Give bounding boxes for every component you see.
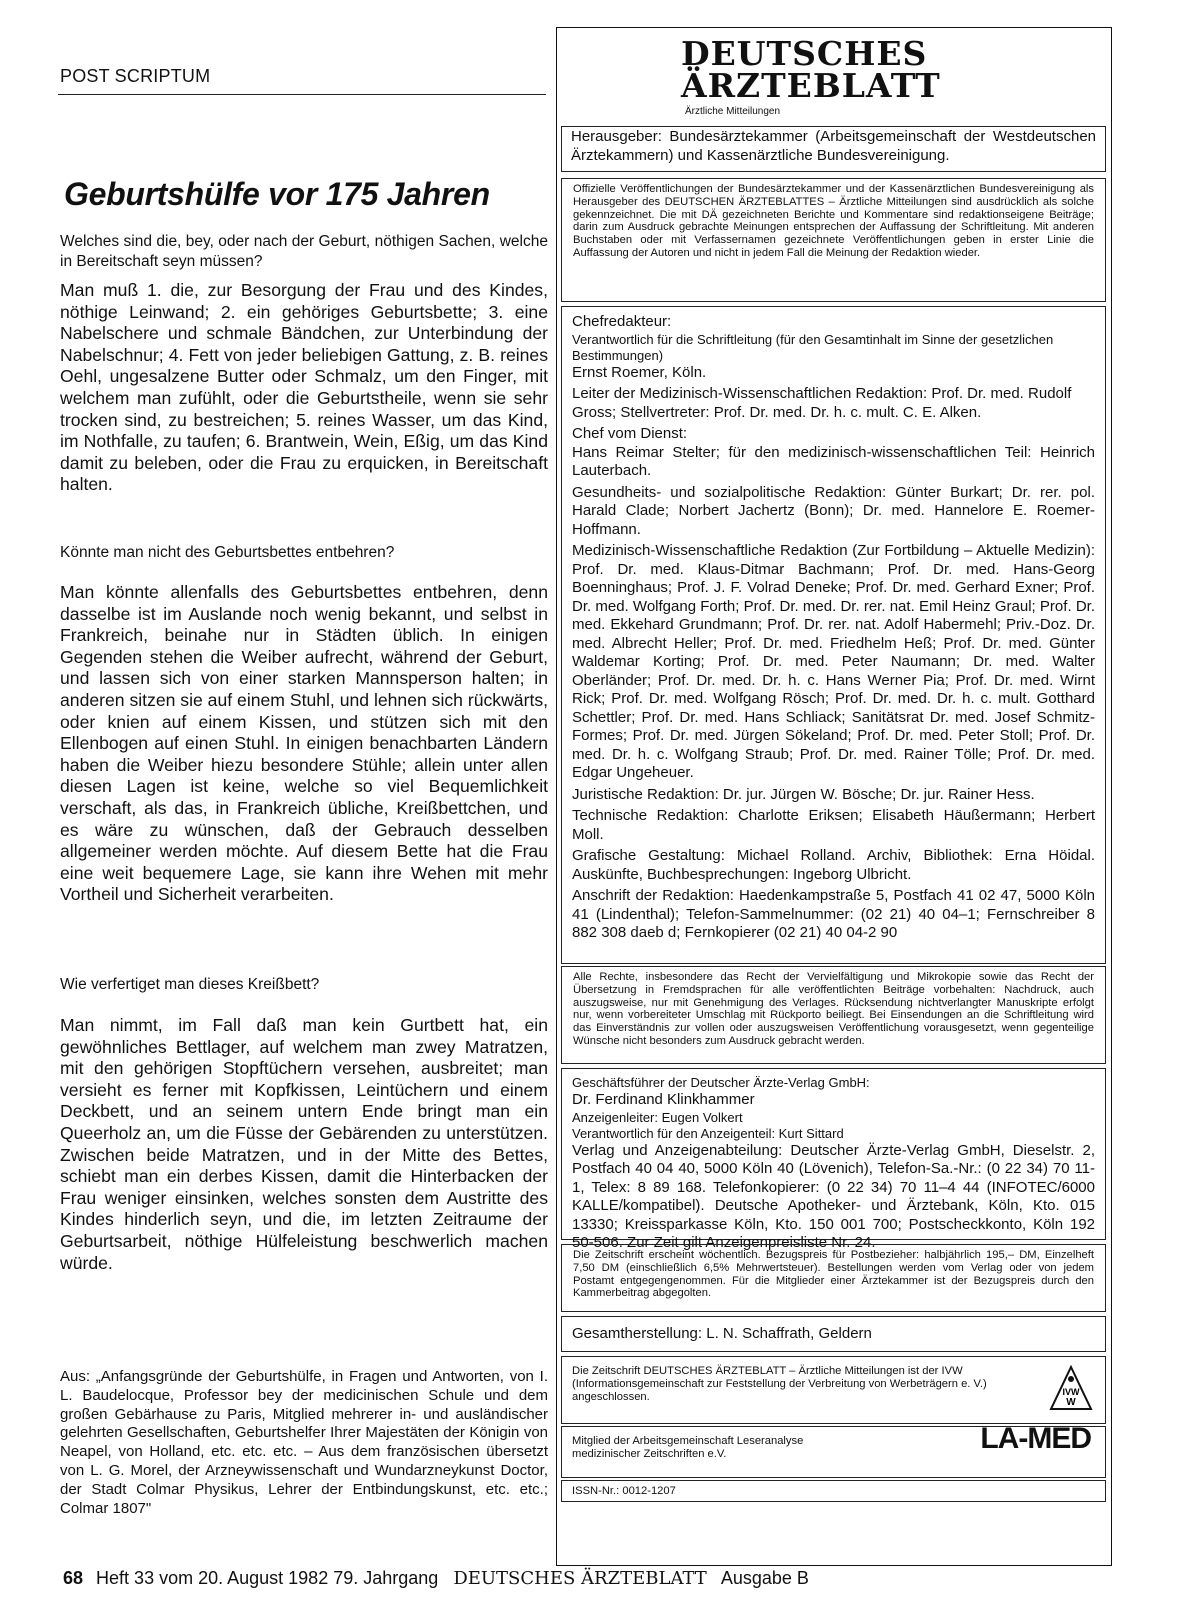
- answer-3: Man nimmt, im Fall daß man kein Gurtbett hat, ein gewöhnliches Bettlager, auf welchem man zwey Matratzen, mit den gehörigen Stopftüchern versehen, ausbreitet; man versieht es ferner mit Kopfkissen, Leintüchern und einem Deckbett, und an seinem untern Ende bringt man ein Queerholz an, um die Füsse der Gebärenden zu unterstützen. Zwischen beide Matratzen, und in der Mitte des Bettes, schiebt man ein derbes Kissen, damit die Hinterbacken der Frau weniger einsinken, welches sonsten dem Austritte des Kindes hinderlich seyn, und die, im letzten Zeitraume der Geburtsarbeit, nöthige Hülfeleistung beschwerlich machen würde.: [60, 1015, 548, 1273]
- legal-editors: Juristische Redaktion: Dr. jur. Jürgen W. Bösche; Dr. jur. Rainer Hess.: [572, 785, 1035, 803]
- section-label: POST SCRIPTUM: [60, 66, 211, 86]
- logo-line-2: ÄRZTEBLATT: [681, 66, 941, 105]
- publisher-section: [561, 126, 1106, 172]
- subscription-section: [561, 1244, 1106, 1312]
- chief-editor-note: Verantwortlich für die Schriftleitung (für den Gesamtinhalt im Sinne der gesetzlichen Bestimmungen): [572, 331, 1054, 363]
- editorial-staff-section: [561, 306, 1106, 964]
- svg-text:W: W: [1066, 1397, 1076, 1408]
- journal-logo: [557, 28, 1110, 128]
- lamed-membership-text: Mitglied der Arbeitsgemeinschaft Leseranalyse medizinischer Zeitschriften e.V.: [572, 1435, 804, 1460]
- technical-editors: Technische Redaktion: Charlotte Eriksen; Elisabeth Häußermann; Herbert Moll.: [572, 807, 1095, 843]
- duty-chief-text: Hans Reimar Stelter; für den medizinisch-wissenschaftlichen Teil: Heinrich Lauterbach.: [572, 443, 1095, 479]
- section-divider: [58, 94, 546, 95]
- printer-section: [561, 1316, 1106, 1352]
- official-notice-text: Offizielle Veröffentlichungen der Bundesärztekammer und der Kassenärztlichen Bundesvereinigung als Herausgeber des DEUTSCHEN ÄRZTEBLATTES – Ärztliche Mitteilungen sind ausdrücklich als solche gekennzeichnet. Die mit DÄ gezeichneten Berichte und Kommentare sind redaktionseigene Beiträge; darin zum Ausdruck gebrachte Meinungen entsprechen der Auffassung der Schriftleitung. Mit anderen Buchstaben oder mit Verfassernamen gezeichnete Veröffentlichungen geben in erster Linie die Auffassung der Autoren und nicht in jedem Fall die Meinung der Redaktion wieder.: [573, 183, 1094, 259]
- question-3: Wie verfertiget man dieses Kreißbett?: [60, 976, 320, 993]
- lamed-logo-icon: LA-MED: [980, 1422, 1091, 1455]
- chief-editor-label: Chefredakteur:: [572, 313, 672, 330]
- health-policy-editors: Gesundheits- und sozialpolitische Redaktion: Günter Burkart; Dr. rer. pol. Harald Clade; Norbert Jachertz (Bonn); Dr. med. Hannelore E. Roemer-Hoffmann.: [572, 483, 1095, 538]
- ivw-section: [561, 1356, 1106, 1424]
- medical-scientific-editors: Medizinisch-Wissenschaftliche Redaktion (Zur Fortbildung – Aktuelle Medizin): Prof. Dr. med. Klaus-Ditmar Bachmann; Prof. Dr. med. Hans-Georg Boenninghaus; Prof. J. F. Volrad Deneke; Prof. Dr. med. Gerhard Exner; Prof. Dr. med. Wolfgang Forth; Prof. Dr. med. Dr. rer. nat. Emil Heinz Graul; Prof. Dr. med. Ekkehard Grundmann; Prof. Dr. rer. nat. Adolf Habermehl; Priv.-Doz. Dr. med. Albrecht Heller; Prof. Dr. med. Friedhelm Heß; Prof. Dr. med. Günter Waldemar Korting; Prof. Dr. med. Peter Naumann; Dr. med. Walter Oberländer; Prof. Dr. med. Dr. h. c. Hans Werner Pia; Prof. Dr. med. Wirnt Rick; Prof. Dr. med. Wolfgang Rösch; Prof. Dr. med. Dr. h. c. mult. Gotthard Schettler; Prof. Dr. med. Hans Schliack; Sanitätsrat Dr. med. Josef Schmitz-Formes; Prof. Dr. med. Jürgen Sökeland; Prof. Dr. med. Peter Stoll; Prof. Dr. med. Dr. h. c. Wolfgang Straub; Prof. Dr. med. Rainer Tölle; Prof. Dr. med. Edgar Ungeheuer.: [572, 542, 1095, 781]
- printer-text: Gesamtherstellung: L. N. Schaffrath, Geldern: [572, 1325, 872, 1342]
- logo-line-1: DEUTSCHES: [681, 34, 928, 73]
- chief-editor-name: Ernst Roemer, Köln.: [572, 363, 707, 381]
- graphic-design: Grafische Gestaltung: Michael Rolland. Archiv, Bibliothek: Erna Höidal. Auskünfte, Buchbesprechungen: Ingeborg Ulbricht.: [572, 847, 1095, 883]
- ad-manager: Anzeigenleiter: Eugen Volkert: [572, 1109, 743, 1125]
- managing-director-name: Dr. Ferdinand Klinkhammer: [572, 1091, 755, 1108]
- publisher-address: Verlag und Anzeigenabteilung: Deutscher Ärzte-Verlag GmbH, Dieselstr. 2, Postfach 40 04 40, 5000 Köln 40 (Lövenich), Telefon-Sa.-Nr.: (0 22 34) 70 11-1, Telex: 8 89 168. Telefonkopierer: (0 22 34) 70 11–4 44 (INFOTEC/6000 KALLE/kompatibel). Deutsche Apotheker- und Ärztebank, Köln, Kto. 015 13330; Kreissparkasse Köln, Kto. 150 001 700; Postscheckkonto, Köln 192 50-506. Zur Zeit gilt Anzeigenpreisliste Nr. 24.: [572, 1141, 1095, 1251]
- question-1: Welches sind die, bey, oder nach der Geburt, nöthigen Sachen, welche in Bereitschaft seyn müssen?: [60, 233, 548, 270]
- subscription-text: Die Zeitschrift erscheint wöchentlich. Bezugspreis für Postbezieher: halbjährlich 195,– DM, Einzelheft 7,50 DM (einschließlich 6,5% Mehrwertsteuer). Bestellungen werden vom Verlag oder von jedem Postamt entgegengenommen. Für die Mitglieder einer Ärztekammer ist der Bezugspreis durch den Kammerbeitrag abgegolten.: [573, 1249, 1094, 1300]
- footer-journal-name: DEUTSCHES ÄRZTEBLATT: [453, 1568, 707, 1589]
- official-notice-section: [561, 178, 1106, 302]
- logo-subtitle: Ärztliche Mitteilungen: [685, 106, 781, 117]
- page-number: 68: [63, 1568, 84, 1588]
- answer-2: Man könnte allenfalls des Geburtsbettes entbehren, denn dasselbe ist im Auslande noch wenig bekannt, und selbst in Frankreich, beinahe nur in Städten üblich. In einigen Gegenden stehen die Weiber aufrecht, während der Geburt, und lassen sich von einer starken Mannsperson halten; in anderen sitzen sie auf einem Stuhl, und lehnen sich rückwärts, oder knien auf einem Kissen, und stützen sich mit den Ellenbogen auf einen Stuhl. In einigen benachbarten Ländern haben die Weiber hiezu besondere Stühle; allein unter allen diesen Lagen ist keine, welche so viel Bequemlichkeit verschaft, als das, in Frankreich übliche, Kreißbettchen, und es wäre zu wünschen, daß der Gebrauch desselben allgemeiner werden möchte. Auf diesem Bette hat die Frau eine weit bequemere Lage, sie kann ihre Wehen mit mehr Vortheil und Sicherheit verarbeiten.: [60, 582, 549, 905]
- ivw-logo-letters: IVW: [1062, 1387, 1080, 1397]
- ivw-logo-icon: [1049, 1365, 1093, 1415]
- issn-section: [561, 1480, 1106, 1502]
- scientific-lead: Leiter der Medizinisch-Wissenschaftlichen Redaktion: Prof. Dr. med. Rudolf Gross; Stellvertreter: Prof. Dr. med. Dr. h. c. mult. C. E. Alken.: [572, 385, 1072, 421]
- issn-text: ISSN-Nr.: 0012-1207: [572, 1485, 676, 1497]
- answer-1: Man muß 1. die, zur Besorgung der Frau und des Kindes, nöthige Leinwand; 2. ein gehöriges Geburtsbette; 3. eine Nabelschere und schmale Bändchen, zur Unterbindung der Nabelschnur; 4. Fett von jeder beliebigen Gattung, z. B. reines Oehl, ungesalzene Butter oder Schmalz, um den Finger, mit welchem man zufühlt, oder die Geburtstheile, wenn sie sehr trocken sind, zu bestreichen; 5. reines Wasser, um das Kind, im Nothfalle, zu taufen; 6. Brantwein, Wein, Eßig, um das Kind damit zu beleben, oder die Frau zu erquicken, in Bereitschaft halten.: [60, 280, 548, 495]
- duty-chief-label: Chef vom Dienst:: [572, 425, 688, 442]
- managing-director-label: Geschäftsführer der Deutscher Ärzte-Verlag GmbH:: [572, 1075, 870, 1090]
- issue-info: Heft 33 vom 20. August 1982 79. Jahrgang: [96, 1568, 439, 1588]
- ad-responsible: Verantwortlich für den Anzeigenteil: Kurt Sittard: [572, 1125, 844, 1141]
- masthead-box: [556, 27, 1112, 1566]
- rights-section: [561, 966, 1106, 1064]
- editorial-address: Anschrift der Redaktion: Haedenkampstraße 5, Postfach 41 02 47, 5000 Köln 41 (Lindenthal); Telefon-Sammelnummer: (02 21) 40 04–1; Fernschreiber 8 882 308 daeb d; Fernkopierer (02 21) 40 04-2 90: [572, 887, 1095, 941]
- ivw-text: Die Zeitschrift DEUTSCHES ÄRZTEBLATT – Ärztliche Mitteilungen ist der IVW (Informationsgemeinschaft zur Feststellung der Verbreitung von Werbeträgern e. V.) angeschlossen.: [572, 1365, 987, 1403]
- publisher-management-section: [561, 1068, 1106, 1251]
- rights-text: Alle Rechte, insbesondere das Recht der Vervielfältigung und Mikrokopie sowie das Recht der Übersetzung in Fremdsprachen für alle veröffentlichten Beiträge vorbehalten: Nachdruck, auch auszugsweise, nur mit Genehmigung des Verlages. Rücksendung nichtverlangter Manuskripte erfolgt nur, wenn vorbereiteter Umschlag mit Rückporto beiliegt. Bei Einsendungen an die Schriftleitung wird das Einverständnis zur vollen oder auszugsweisen Veröffentlichung vorausgesetzt, wenn gegenteilige Wünsche nicht besonders zum Ausdruck gebracht werden.: [573, 971, 1094, 1047]
- article-title: Geburtshülfe vor 175 Jahren: [64, 176, 490, 212]
- page-footer: [63, 1568, 809, 1589]
- source-citation: Aus: „Anfangsgründe der Geburtshülfe, in Fragen und Antworten, von I. L. Baudelocque, Professor bey der medicinischen Schule und dem großen Gebärhause zu Paris, Mitglied mehrerer in- und ausländischer gelehrten Gesellschaften, Geburtshelfer Ihrer Majestäten der Königin von Neapel, von Holland, etc. etc. etc. – Aus dem französischen übersetzt von L. G. Morel, der Arzneywissenschaft und Wundarzneykunst Doctor, der Stadt Colmar Physikus, Lehrer der Entbindungskunst, etc. etc.; Colmar 1807": [60, 1368, 548, 1517]
- publisher-text: Herausgeber: Bundesärztekammer (Arbeitsgemeinschaft der Westdeutschen Ärztekammern) und Kassenärztliche Bundesvereinigung.: [571, 128, 1096, 164]
- edition-label: Ausgabe B: [720, 1568, 809, 1588]
- lamed-section: [561, 1422, 1106, 1478]
- question-2: Könnte man nicht des Geburtsbettes entbehren?: [60, 544, 395, 561]
